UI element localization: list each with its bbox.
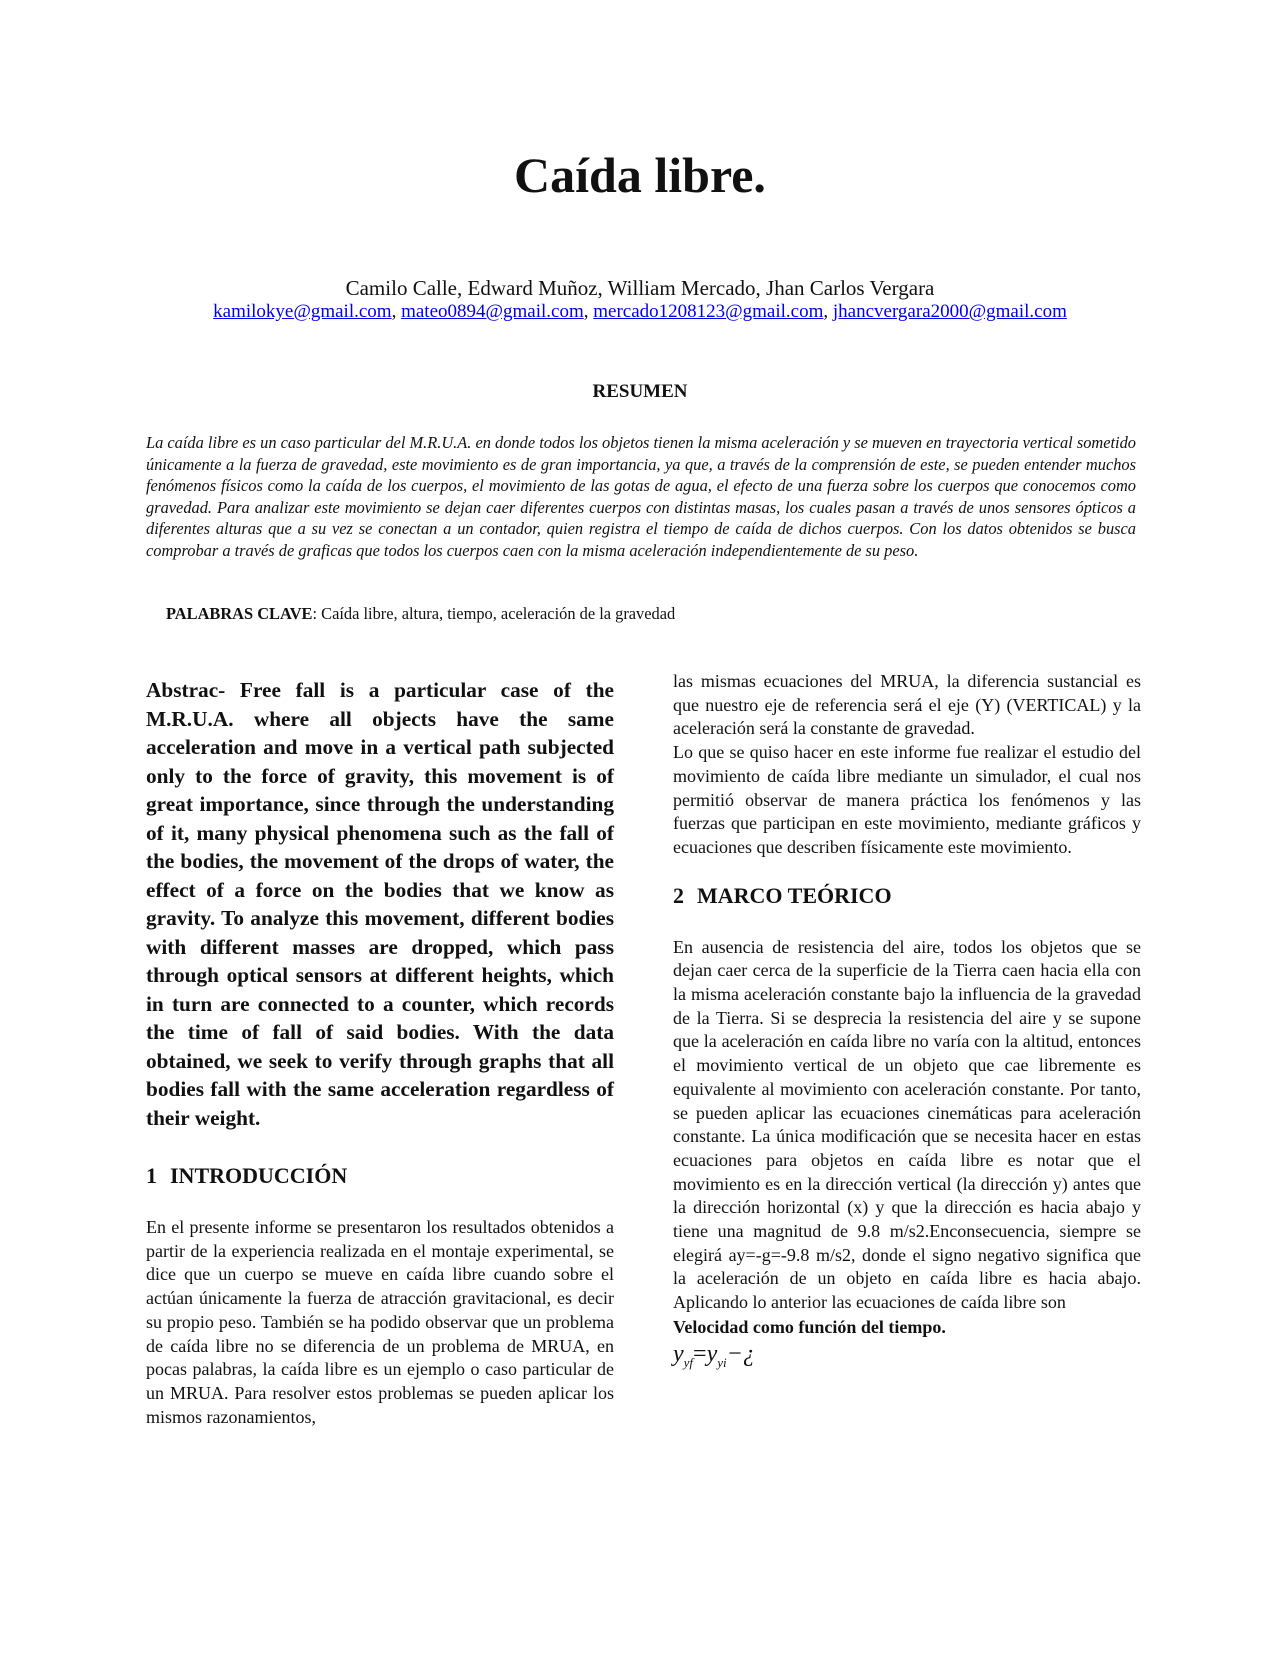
keywords-label: PALABRAS CLAVE — [166, 604, 313, 623]
keywords — [166, 603, 1136, 625]
email-separator: , — [391, 301, 402, 322]
section-number: 2 — [673, 882, 684, 908]
email-link[interactable]: mercado1208123@gmail.com — [593, 301, 824, 322]
intro-paragraph: En el presente informe se presentaron los resultados obtenidos a partir de la experiencia realizada en el montaje experimental, se dice que un cuerpo se mueve en caída libre cuando sobre el actúan únicamente la fuerza de atracción gravitacional, es decir su propio peso. También se ha podido observar que un problema de caída libre no se diferencia de un problema de MRUA, en pocas palabras, la caída libre es un ejemplo o caso particular de un MRUA. Para resolver estos problemas se pueden aplicar los mismos razonamientos, — [146, 1217, 614, 1427]
equation-tail: −¿ — [726, 1340, 755, 1367]
email-separator: , — [583, 301, 594, 322]
velocity-equation — [673, 1339, 1141, 1378]
velocity-label: Velocidad como función del tiempo. — [673, 1316, 946, 1337]
equation-rhs: y — [706, 1340, 718, 1367]
equation-equals: = — [693, 1340, 707, 1367]
email-separator: , — [823, 301, 833, 322]
author-emails — [0, 300, 1280, 324]
author-list: Camilo Calle, Edward Muñoz, William Mercado, Jhan Carlos Vergara — [345, 276, 935, 300]
equation-lhs: y — [673, 1340, 684, 1367]
section-heading-marco-teorico — [673, 882, 1141, 910]
email-link[interactable]: mateo0894@gmail.com — [401, 301, 584, 322]
abstract-text: Abstrac- Free fall is a particular case of the M.R.U.A. where all objects have the same acceleration and move in a vertical path subjected only to the force of gravity, this movement is of great importance, since through the understanding of it, many physical phenomena such as the fall of the bodies, the movement of the drops of water, the effect of a force on the bodies that we know as gravity. To analyze this movement, different bodies with different masses are dropped, which pass through optical sensors at different heights, which in turn are connected to a counter, which records the time of fall of said bodies. With the data obtained, we seek to verify through graphs that all bodies fall with the same acceleration regardless of their weight. — [146, 678, 614, 1130]
equation-rhs-subscript: yi — [717, 1354, 727, 1370]
email-link[interactable]: kamilokye@gmail.com — [213, 301, 392, 322]
section-title: INTRODUCCIÓN — [170, 1163, 348, 1188]
right-column — [673, 670, 1141, 1378]
intro-continued-paragraph-1: las mismas ecuaciones del MRUA, la diferencia sustancial es que nuestro eje de referencia será el eje (Y) (VERTICAL) y la aceleración será la constante de gravedad. — [673, 671, 1141, 739]
left-column — [146, 676, 614, 1429]
resumen-text: La caída libre es un caso particular del M.R.U.A. en donde todos los objetos tienen la misma aceleración y se mueven en trayectoria vertical sometido únicamente a la fuerza de gravedad, este movimiento es de gran importancia, ya que, a través de la comprensión de este, se pueden entender muchos fenómenos físicos como la caída de los cuerpos, el movimiento de las gotas de agua, el efecto de una fuerza sobre los cuerpos que conocemos como gravedad. Para analizar este movimiento se dejan caer diferentes cuerpos con distintas masas, los cuales pasan a través de unos sensores ópticos a diferentes alturas que a su vez se conectan a un contador, quien registra el tiempo de caída de dichos cuerpos. Con los datos obtenidos se busca comprobar a través de graficas que todos los cuerpos caen con la misma aceleración independientemente de su peso. — [146, 433, 1136, 560]
marco-paragraph: En ausencia de resistencia del aire, todos los objetos que se dejan caer cerca de la superficie de la Tierra caen hacia ella con la misma aceleración constante bajo la influencia de la gravedad de la Tierra. Si se desprecia la resistencia del aire y se supone que la aceleración en caída libre no varía con la altitud, entonces el movimiento vertical de un objeto que cae libremente es equivalente al movimiento con aceleración constante. Por tanto, se pueden aplicar las ecuaciones cinemáticas para aceleración constante. La única modificación que se necesita hacer en estas ecuaciones para objetos en caída libre es notar que el movimiento es en la dirección vertical (la dirección y) antes que la dirección horizontal (x) y que la dirección es hacia abajo y tiene una magnitud de 9.8 m/s2.Enconsecuencia, siempre se elegirá ay=-g=-9.8 m/s2, donde el signo negativo significa que la aceleración de un objeto en caída libre es hacia abajo. Aplicando lo anterior las ecuaciones de caída libre son — [673, 936, 1141, 1313]
equation-lhs-subscript: yf — [683, 1354, 694, 1370]
email-link[interactable]: jhancvergara2000@gmail.com — [832, 301, 1067, 322]
resumen-heading: RESUMEN — [592, 381, 688, 402]
section-heading-introduccion — [146, 1162, 614, 1190]
section-number: 1 — [146, 1163, 157, 1188]
keywords-text: : Caída libre, altura, tiempo, aceleración de la gravedad — [312, 604, 676, 623]
section-title: MARCO TEÓRICO — [697, 882, 892, 908]
intro-continued-paragraph-2: Lo que se quiso hacer en este informe fue realizar el estudio del movimiento de caída libre mediante un simulador, el cual nos permitió observar de manera práctica los fenómenos y las fuerzas que participan en este movimiento, mediante gráficos y ecuaciones que describen físicamente este movimiento. — [673, 742, 1141, 857]
paper-title: Caída libre. — [514, 147, 766, 203]
